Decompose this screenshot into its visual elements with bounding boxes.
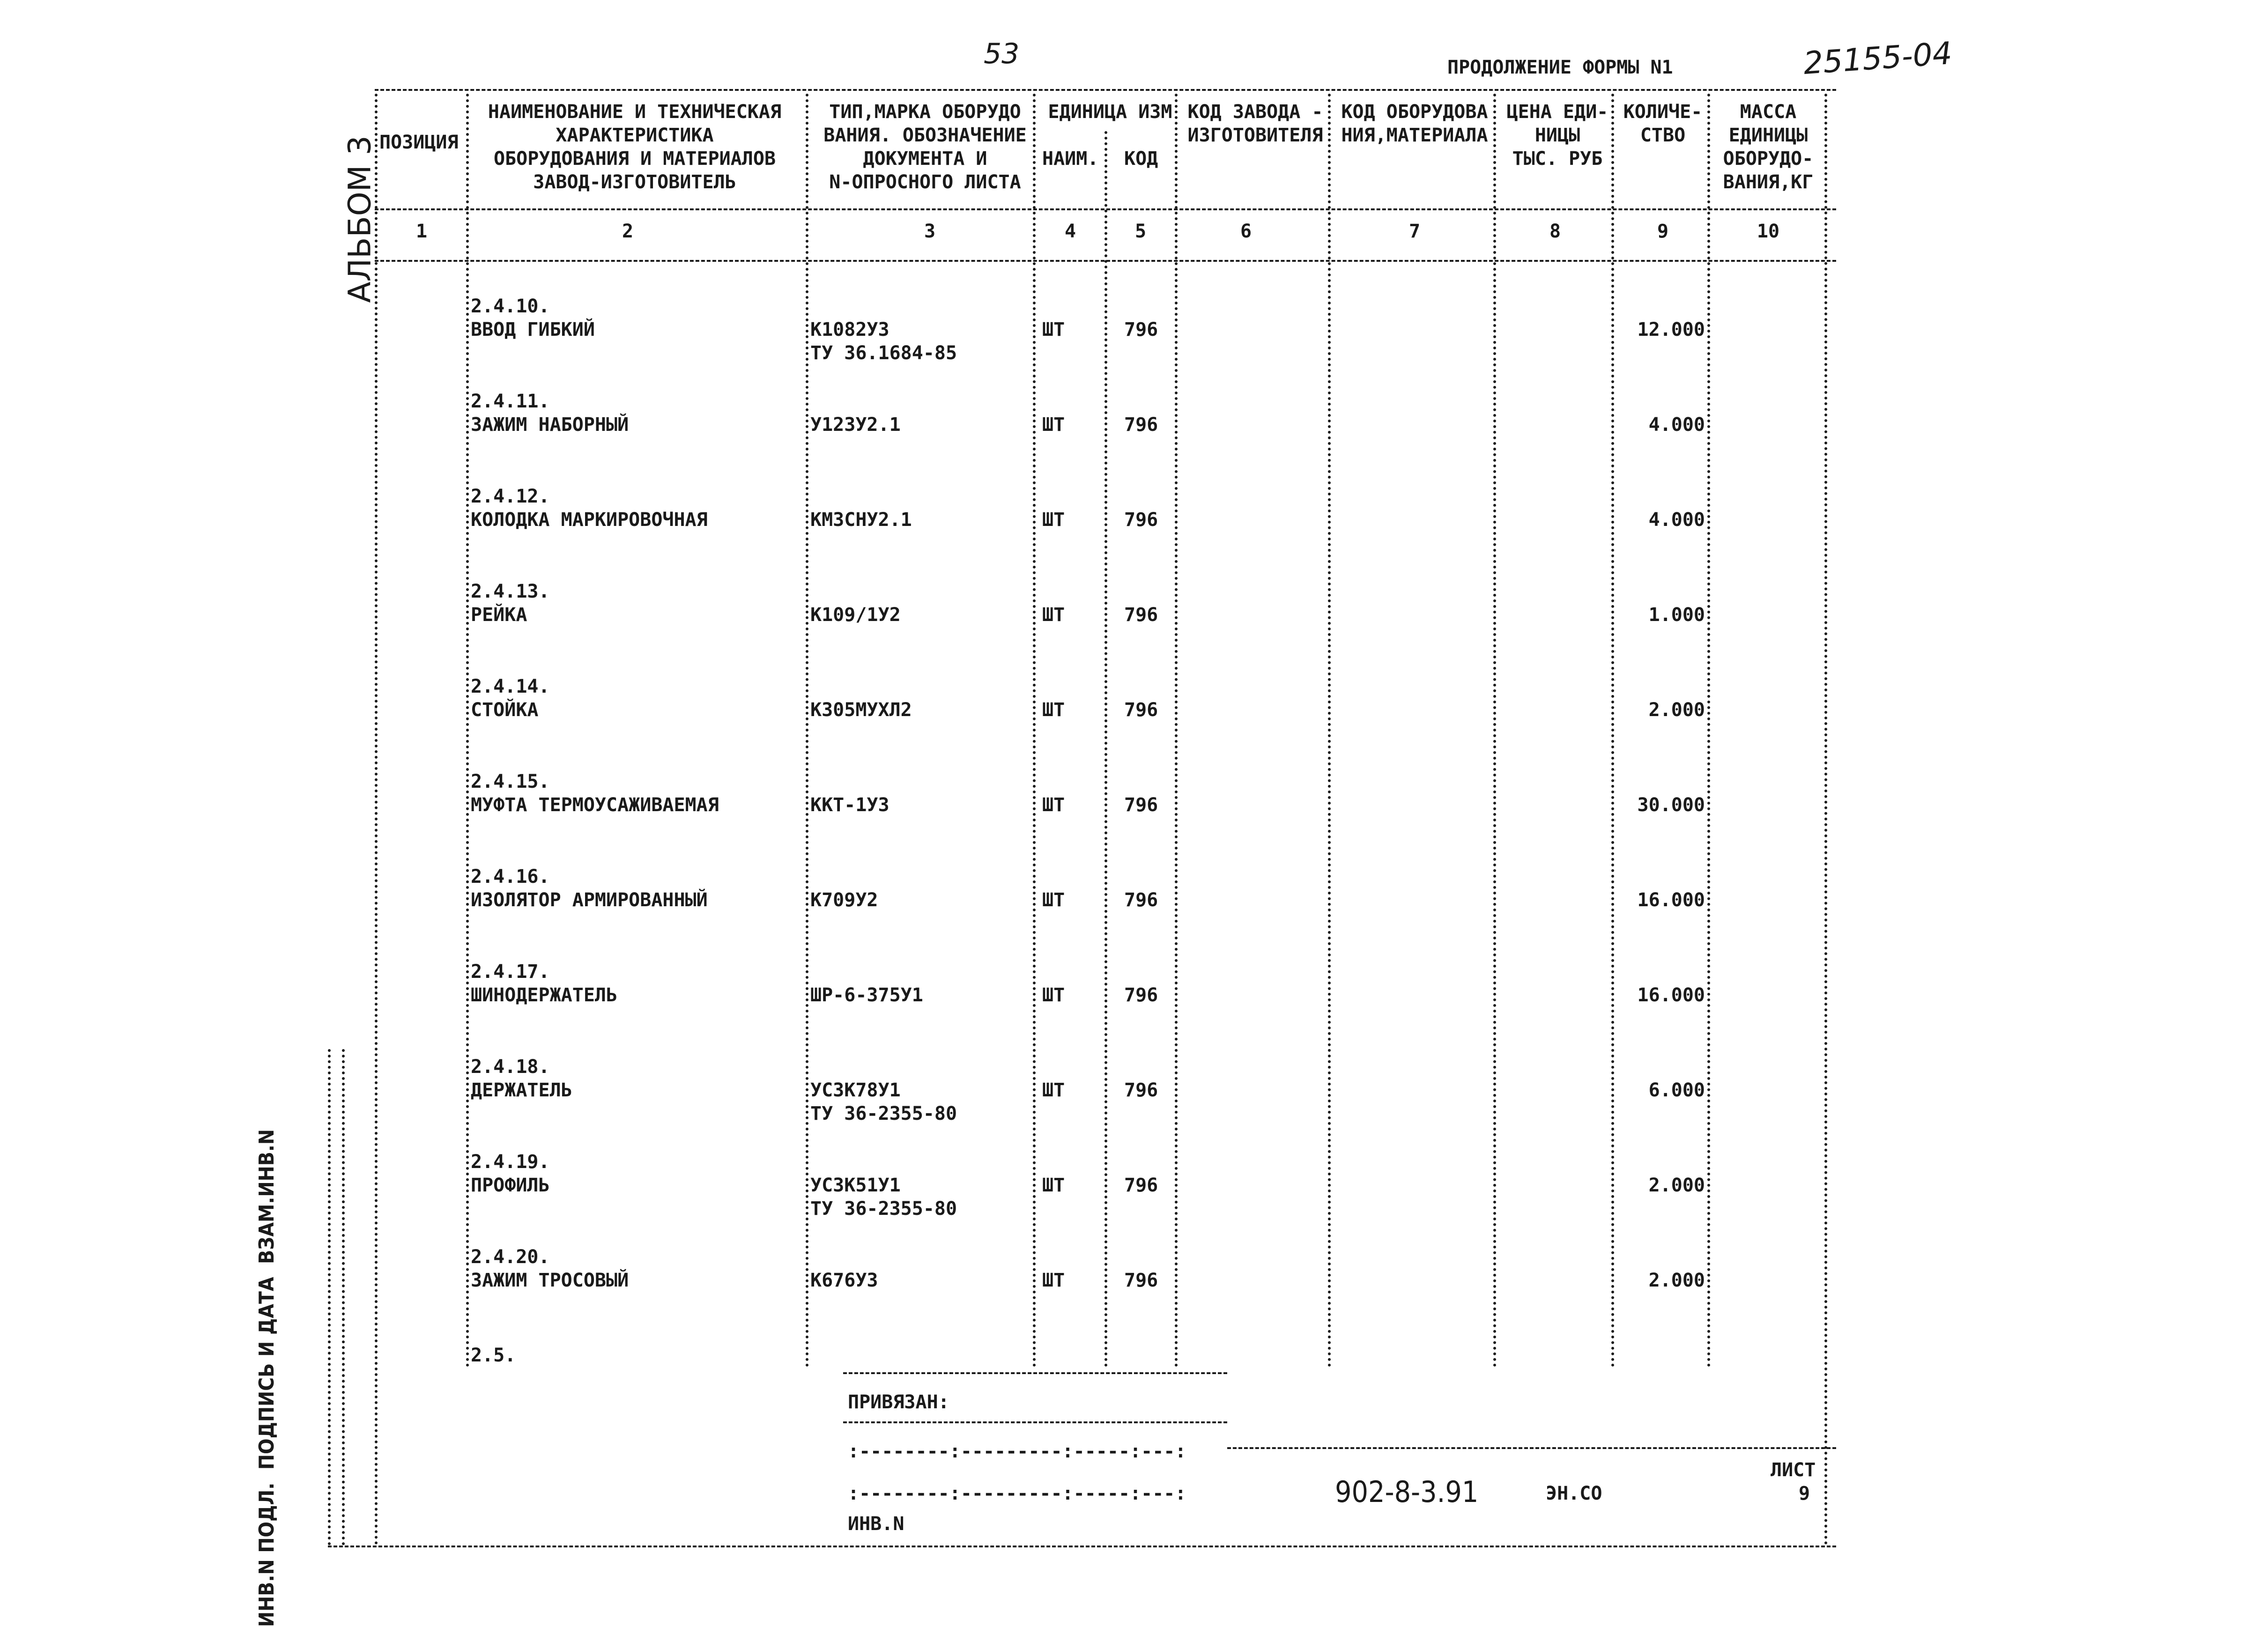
- project-code: 902-8-3.91: [1335, 1475, 1479, 1509]
- row-type: К709У2: [810, 889, 878, 911]
- col-separator: [1824, 94, 1827, 1546]
- header-col7-l2: НИЯ,МАТЕРИАЛА: [1341, 125, 1488, 146]
- row-type: У123У2.1: [810, 414, 901, 436]
- col-number: 5: [1134, 221, 1147, 242]
- header-col8-l2: НИЦЫ: [1534, 125, 1580, 146]
- row-qty: 2.000: [1648, 1270, 1705, 1291]
- row-unit: ШТ: [1042, 1175, 1065, 1196]
- header-col2-l4: ЗАВОД-ИЗГОТОВИТЕЛЬ: [533, 171, 736, 193]
- last-position: 2.5.: [471, 1345, 516, 1366]
- col-separator: [1493, 94, 1496, 1368]
- header-col3-l2: ВАНИЯ. ОБОЗНАЧЕНИЕ: [823, 125, 1027, 146]
- row-unit: ШТ: [1042, 509, 1065, 531]
- col-separator: [375, 94, 378, 1546]
- row-position: 2.4.16.: [471, 866, 550, 887]
- row-name: ШИНОДЕРЖАТЕЛЬ: [471, 984, 618, 1006]
- row-doc: ТУ 36-2355-80: [810, 1198, 957, 1220]
- row-name: ДЕРЖАТЕЛЬ: [471, 1080, 572, 1101]
- row-unit: ШТ: [1042, 984, 1065, 1006]
- col-number: 1: [415, 221, 428, 242]
- header-col2-l2: ХАРАКТЕРИСТИКА: [556, 125, 714, 146]
- row-code: 796: [1124, 509, 1158, 531]
- stamp-grid-row: :--------:---------:-----:---:: [848, 1483, 1186, 1504]
- row-qty: 16.000: [1637, 984, 1705, 1006]
- row-name: ЗАЖИМ ТРОСОВЫЙ: [471, 1270, 629, 1291]
- header-col9-l2: СТВО: [1640, 125, 1686, 146]
- row-position: 2.4.15.: [471, 771, 550, 792]
- row-unit: ШТ: [1042, 1080, 1065, 1101]
- col-separator: [466, 94, 469, 1368]
- sheet-number: 9: [1799, 1483, 1810, 1504]
- col-number: 9: [1657, 221, 1669, 242]
- row-code: 796: [1124, 604, 1158, 626]
- row-code: 796: [1124, 794, 1158, 816]
- row-code: 796: [1124, 1080, 1158, 1101]
- header-col6-l1: КОД ЗАВОДА -: [1187, 101, 1323, 123]
- row-type: К109/1У2: [810, 604, 901, 626]
- row-position: 2.4.19.: [471, 1151, 550, 1173]
- row-type: УС3К51У1: [810, 1175, 901, 1196]
- album-label: АЛЬБОМ 3: [341, 135, 378, 303]
- row-code: 796: [1124, 699, 1158, 721]
- stamp-top-line: [843, 1372, 1227, 1374]
- row-unit: ШТ: [1042, 604, 1065, 626]
- header-col2-l3: ОБОРУДОВАНИЯ И МАТЕРИАЛОВ: [493, 148, 776, 170]
- row-code: 796: [1124, 1270, 1158, 1291]
- header-col9-l1: КОЛИЧЕ-: [1623, 101, 1703, 123]
- row-unit: ШТ: [1042, 414, 1065, 436]
- row-name: СТОЙКА: [471, 699, 539, 721]
- row-name: РЕЙКА: [471, 604, 527, 626]
- row-type: УС3К78У1: [810, 1080, 901, 1101]
- header-col2-l1: НАИМЕНОВАНИЕ И ТЕХНИЧЕСКАЯ: [488, 101, 782, 123]
- row-position: 2.4.13.: [471, 581, 550, 602]
- header-col10-l2: ЕДИНИЦЫ: [1728, 125, 1808, 146]
- row-name: МУФТА ТЕРМОУСАЖИВАЕМАЯ: [471, 794, 719, 816]
- row-position: 2.4.20.: [471, 1246, 550, 1268]
- row-position: 2.4.17.: [471, 961, 550, 983]
- row-name: КОЛОДКА МАРКИРОВОЧНАЯ: [471, 509, 708, 531]
- row-code: 796: [1124, 984, 1158, 1006]
- row-type: К676У3: [810, 1270, 878, 1291]
- row-code: 796: [1124, 414, 1158, 436]
- header-col4: НАИМ.: [1042, 148, 1099, 170]
- header-col10-l3: ОБОРУДО-: [1723, 148, 1814, 170]
- handwritten-code: 25155-04: [1802, 35, 1954, 81]
- row-qty: 12.000: [1637, 319, 1705, 340]
- sheet-label: ЛИСТ: [1771, 1459, 1816, 1481]
- header-top-line: [375, 89, 1836, 91]
- row-type: К1082У3: [810, 319, 889, 340]
- row-position: 2.4.18.: [471, 1056, 550, 1078]
- continuation-title: ПРОДОЛЖЕНИЕ ФОРМЫ N1: [1447, 57, 1673, 78]
- row-type: КМ3СНУ2.1: [810, 509, 912, 531]
- row-qty: 4.000: [1648, 509, 1705, 531]
- row-code: 796: [1124, 889, 1158, 911]
- col-number: 7: [1408, 221, 1421, 242]
- row-position: 2.4.11.: [471, 391, 550, 412]
- col-separator: [1033, 94, 1036, 1368]
- row-qty: 4.000: [1648, 414, 1705, 436]
- col-separator: [1328, 94, 1331, 1368]
- header-col3-l4: N-ОПРОСНОГО ЛИСТА: [829, 171, 1021, 193]
- col-separator: [1707, 94, 1710, 1368]
- stamp-line-2: [1227, 1447, 1836, 1449]
- row-qty: 30.000: [1637, 794, 1705, 816]
- header-col8-l1: ЦЕНА ЕДИ-: [1506, 101, 1608, 123]
- header-col7-l1: КОД ОБОРУДОВА: [1341, 101, 1488, 123]
- row-unit: ШТ: [1042, 1270, 1065, 1291]
- row-unit: ШТ: [1042, 319, 1065, 340]
- row-qty: 2.000: [1648, 699, 1705, 721]
- row-unit: ШТ: [1042, 889, 1065, 911]
- header-col10-l4: ВАНИЯ,КГ: [1723, 171, 1814, 193]
- col-separator: [1611, 94, 1614, 1368]
- page-bottom-line: [328, 1546, 1836, 1547]
- project-suffix: ЭН.СО: [1546, 1483, 1602, 1504]
- stamp-privyazan: ПРИВЯЗАН:: [848, 1391, 949, 1413]
- header-col8-l3: ТЫС. РУБ: [1512, 148, 1603, 170]
- row-qty: 1.000: [1648, 604, 1705, 626]
- header-col1: ПОЗИЦИЯ: [379, 132, 459, 153]
- row-unit: ШТ: [1042, 794, 1065, 816]
- row-name: ИЗОЛЯТОР АРМИРОВАННЫЙ: [471, 889, 708, 911]
- col-separator: [1104, 131, 1107, 1368]
- stamp-inv: ИНВ.N: [848, 1513, 904, 1535]
- row-position: 2.4.14.: [471, 676, 550, 697]
- stamp-line-1: [843, 1421, 1227, 1423]
- col-number: 4: [1064, 221, 1076, 242]
- col-number: 8: [1549, 221, 1561, 242]
- header-col5: КОД: [1124, 148, 1158, 170]
- row-name: ВВОД ГИБКИЙ: [471, 319, 595, 340]
- row-code: 796: [1124, 319, 1158, 340]
- col-number: 10: [1757, 221, 1780, 242]
- row-type: ККТ-1У3: [810, 794, 889, 816]
- row-position: 2.4.12.: [471, 486, 550, 507]
- header-unit-group: ЕДИНИЦА ИЗМ: [1048, 101, 1172, 123]
- row-type: ШР-6-375У1: [810, 984, 923, 1006]
- row-doc: ТУ 36.1684-85: [810, 342, 957, 364]
- row-doc: ТУ 36-2355-80: [810, 1103, 957, 1124]
- page-number: 53: [984, 37, 1020, 70]
- row-qty: 6.000: [1648, 1080, 1705, 1101]
- col-number: 2: [622, 221, 634, 242]
- row-code: 796: [1124, 1175, 1158, 1196]
- row-position: 2.4.10.: [471, 296, 550, 317]
- header-col6-l2: ИЗГОТОВИТЕЛЯ: [1187, 125, 1323, 146]
- side-stamp: ИНВ.N ПОДЛ. ПОДПИСЬ И ДАТА ВЗАМ.ИНВ.N: [255, 1129, 279, 1627]
- header-col3-l1: ТИП,МАРКА ОБОРУДО: [829, 101, 1021, 123]
- row-qty: 16.000: [1637, 889, 1705, 911]
- row-qty: 2.000: [1648, 1175, 1705, 1196]
- row-unit: ШТ: [1042, 699, 1065, 721]
- row-type: К305МУХЛ2: [810, 699, 912, 721]
- row-name: ЗАЖИМ НАБОРНЫЙ: [471, 414, 629, 436]
- col-number: 6: [1240, 221, 1252, 242]
- col-number: 3: [924, 221, 936, 242]
- header-col3-l3: ДОКУМЕНТА И: [863, 148, 987, 170]
- col-separator: [1175, 94, 1178, 1368]
- side-separator: [328, 1049, 331, 1546]
- side-separator: [342, 1049, 345, 1546]
- header-col10-l1: МАССА: [1740, 101, 1797, 123]
- stamp-grid-row: :--------:---------:-----:---:: [848, 1441, 1186, 1462]
- row-name: ПРОФИЛЬ: [471, 1175, 550, 1196]
- col-separator: [806, 94, 808, 1368]
